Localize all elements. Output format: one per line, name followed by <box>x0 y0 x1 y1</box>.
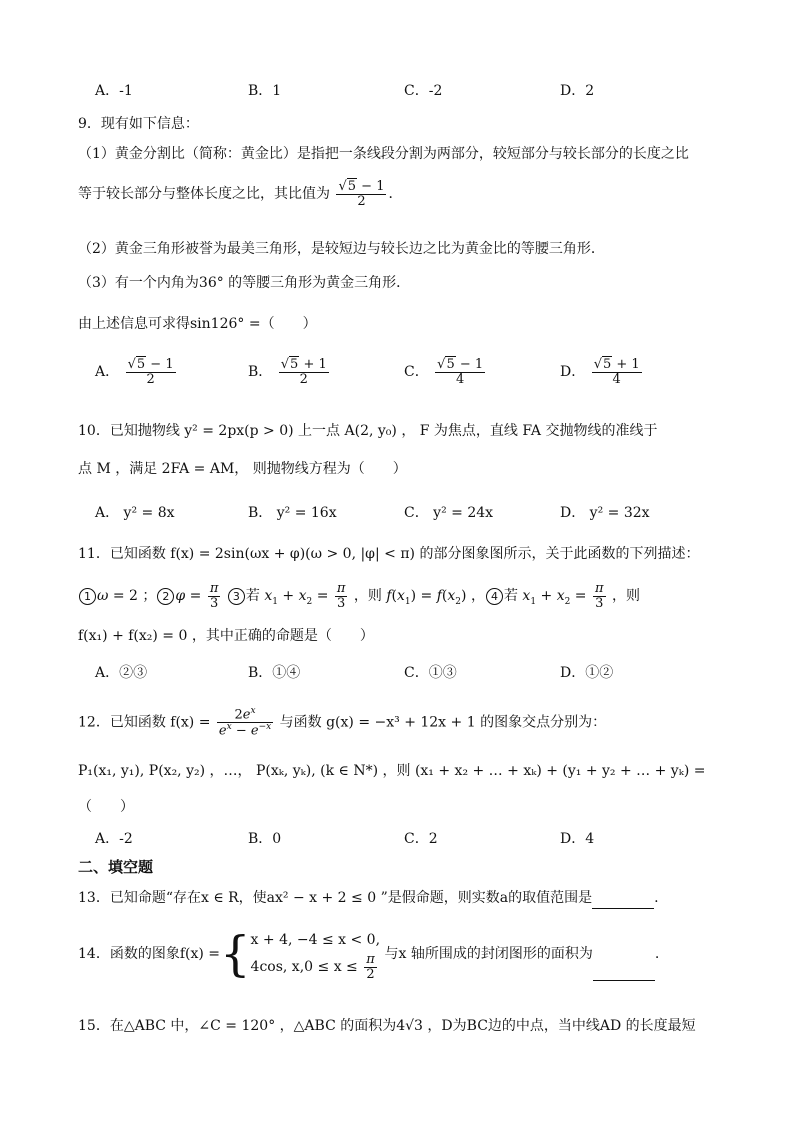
q9-option-b <box>248 358 331 386</box>
q9-option-a-label: A． <box>95 364 120 381</box>
q14-case-1: x + 4, −4 ≤ x < 0, <box>250 932 381 948</box>
q9-option-d-label: D． <box>560 364 586 381</box>
q10-line-1: 10．已知抛物线 y² = 2px(p > 0) 上一点 A(2, y₀) ， F 为焦点，直线 FA 交抛物线的准线于 <box>78 423 658 439</box>
q11-option-c: C．①③ <box>404 665 457 681</box>
q12-line-3: （ ） <box>78 799 134 815</box>
q9-point-1a: （1）黄金分割比（简称：黄金比）是指把一条线段分割为两部分，较短部分与较长部分的长度之比 <box>78 146 689 162</box>
q12-line-2: P₁(x₁, y₁), P(x₂, y₂) ，…， P(xₖ, yₖ), (k ∈ N*) ，则 (x₁ + x₂ + … + xₖ) + (y₁ + y₂ + … + yₖ) = <box>78 763 706 779</box>
q10-option-c: C． y² = 24x <box>404 505 494 521</box>
q9-option-d <box>560 358 644 386</box>
q10-option-a: A． y² = 8x <box>95 505 175 521</box>
phi-fraction: $\frac{\pi}{3}$ <box>209 581 219 611</box>
q12-function-fraction: $\frac{2e^x}{e^x - e^{-x}}$ <box>218 706 272 739</box>
q14-lead: 14．函数的图象f(x) = <box>78 946 220 963</box>
q13-line: 13．已知命题“存在x ∈ R，使ax² − x + 2 ≤ 0 ”是假命题，则实数a的取值范围是 . <box>78 887 659 909</box>
q14-case-2: 4cos, x,0 ≤ x ≤ <box>250 959 358 976</box>
q12-line-1-lead: 12．已知函数 f(x) = <box>78 714 211 731</box>
q8-option-a: A．-1 <box>95 83 133 99</box>
q12-option-c: C．2 <box>404 831 438 847</box>
q11-option-b: B．①④ <box>248 665 301 681</box>
q9-point-1b-text: 等于较长部分与整体长度之比，其比值为 <box>78 186 330 203</box>
q13-blank <box>592 894 654 909</box>
q9-point-3: （3）有一个内角为36° 的等腰三角形为黄金三角形． <box>78 275 411 291</box>
q13-text: 13．已知命题“存在x ∈ R，使ax² − x + 2 ≤ 0 ”是假命题，则实数a的取值范围是 <box>78 890 593 906</box>
q11-line-2: 1 ω = 2 ； 2 φ = $\frac{\pi}{3}$ 3 若 $x_1 + x_2$ = $\frac{\pi}{3}$ ，则 $f(x_1) = f(x_2)$ ， 4 若 $x_1 + x_2$ = $\frac{\pi}{3}$ ，则 <box>78 582 640 613</box>
q9-option-c <box>404 358 487 386</box>
q11-line-3: f(x₁) + f(x₂) = 0 ，其中正确的命题是（ ） <box>78 628 374 644</box>
q10-option-d: D． y² = 32x <box>560 505 650 521</box>
golden-ratio-fraction: $\frac{√5 - 1}{2}$ <box>338 179 385 209</box>
q12-option-d: D．4 <box>560 831 595 847</box>
q9-option-a-fraction: $\frac{√5 - 1}{2}$ <box>127 357 174 387</box>
q12-option-a: A．-2 <box>95 831 133 847</box>
q9-point-2: （2）黄金三角形被誉为最美三角形，是较短边与较长边之比为黄金比的等腰三角形． <box>78 241 605 257</box>
q12-option-b: B．0 <box>248 831 282 847</box>
q14-tail: 与x 轴所围成的封闭图形的面积为 <box>380 946 593 963</box>
sum-fraction-3: $\frac{\pi}{3}$ <box>336 581 346 611</box>
section-heading: 二、填空题 <box>78 858 154 876</box>
q9-option-d-fraction: $\frac{√5 + 1}{4}$ <box>593 357 640 387</box>
q9-option-a <box>95 358 178 386</box>
q8-option-c: C．-2 <box>404 83 443 99</box>
q8-option-b: B．1 <box>248 83 282 99</box>
q9-point-1b: 等于较长部分与整体长度之比，其比值为 $\frac{√5 - 1}{2}$ ． <box>78 179 403 209</box>
q9-title: 9．现有如下信息： <box>78 116 199 132</box>
q10-line-2: 点 M ，满足 2FA = AM， 则抛物线方程为（ ） <box>78 461 407 477</box>
piecewise <box>251 927 381 981</box>
q9-option-c-fraction: $\frac{√5 - 1}{4}$ <box>437 357 484 387</box>
q9-question: 由上述信息可求得sin126° =（ ） <box>78 316 317 332</box>
half-pi-fraction: $\frac{\pi}{2}$ <box>366 952 375 982</box>
q10-option-b: B． y² = 16x <box>248 505 337 521</box>
sum-fraction-4: $\frac{\pi}{3}$ <box>594 581 604 611</box>
q12-line-1 <box>78 707 606 738</box>
q9-option-b-fraction: $\frac{√5 + 1}{2}$ <box>280 357 327 387</box>
q9-option-c-label: C． <box>404 364 429 381</box>
q8-option-d: D．2 <box>560 83 595 99</box>
q14-blank <box>593 966 655 981</box>
q9-option-b-label: B． <box>248 364 273 381</box>
q14-line: 14．函数的图象f(x) ={x + 4, −4 ≤ x < 0, 4cos, x,0 ≤ x ≤ $\frac{\pi}{2}$ 与x 轴所围成的封闭图形的面积为 . <box>78 926 660 983</box>
q15-line: 15．在△ABC 中，∠C = 120° ，△ABC 的面积为4√3 ，D为BC边的中点，当中线AD 的长度最短 <box>78 1018 696 1034</box>
q11-option-d: D．①② <box>560 665 614 681</box>
q11-line-1: 11．已知函数 f(x) = 2sin(ωx + φ)(ω > 0, |φ| < π) 的部分图象图所示，关于此函数的下列描述： <box>78 546 700 562</box>
q12-line-1-tail: 与函数 g(x) = −x³ + 12x + 1 的图象交点分别为： <box>279 714 607 731</box>
q11-option-a: A．②③ <box>95 665 148 681</box>
